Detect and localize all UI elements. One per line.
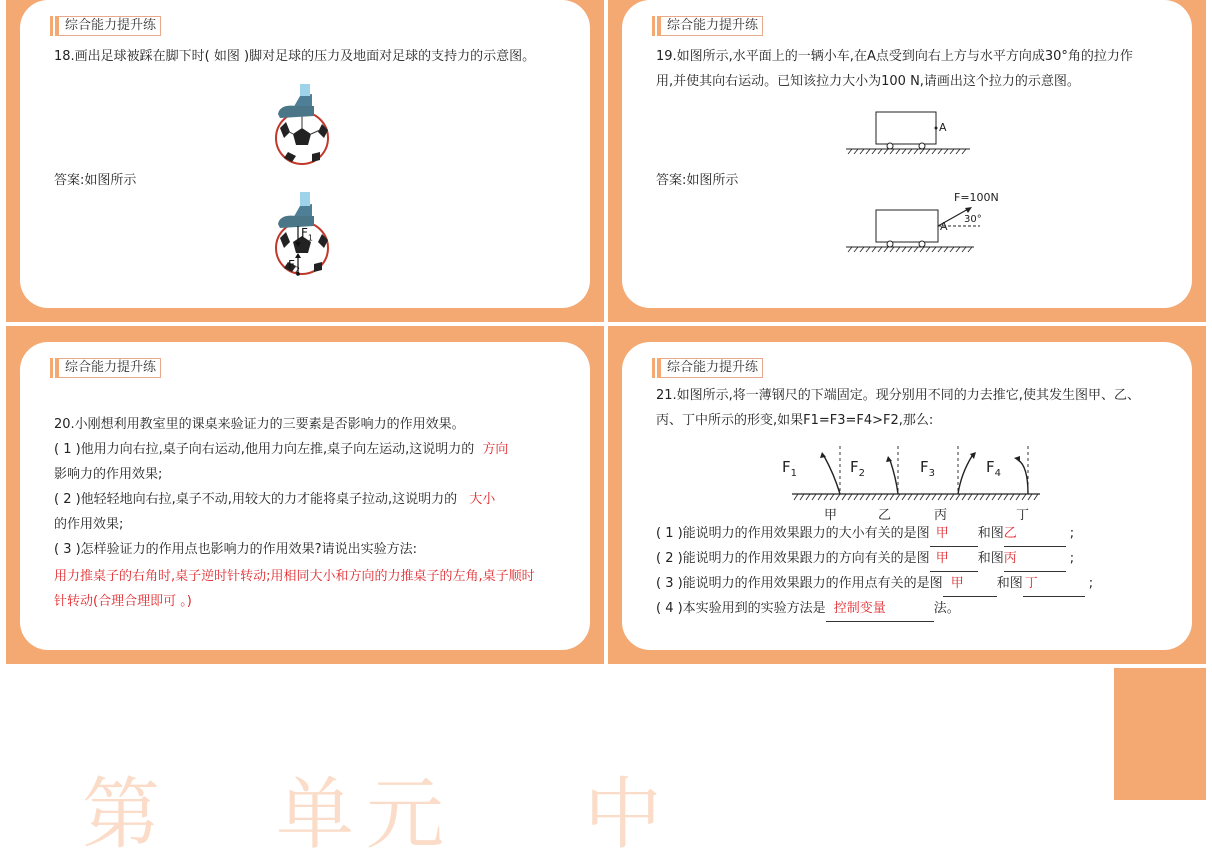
sub-question-4-prefix: ( 4 )本实验用到的实验方法是	[656, 601, 826, 616]
watermark-char-1: 第	[82, 770, 161, 860]
sub-question-2-prefix: ( 2 )能说明力的作用效果跟力的方向有关的是图	[656, 551, 930, 566]
tag-label: 综合能力提升练	[59, 16, 161, 36]
tag-label: 综合能力提升练	[661, 16, 763, 36]
part-3-question: ( 3 )怎样验证力的作用点也影响力的作用效果?请说出实验方法:	[54, 542, 417, 557]
football-with-shoe-illustration	[270, 80, 340, 170]
card-q18	[20, 0, 590, 308]
steel-ruler-diagram	[786, 440, 1046, 504]
force-label-f3: $F_3$	[920, 458, 936, 479]
answer-text: 答案:如图所示	[656, 173, 739, 188]
question-line-1: 19.如图所示,水平面上的一辆小车,在A点受到向右上方与水平方向成30°角的拉力作	[656, 49, 1133, 64]
force-value-label: F=100N	[954, 191, 999, 204]
watermark-char-4: 中	[584, 770, 663, 860]
tag-bars	[652, 16, 661, 36]
question-text: 18.画出足球被踩在脚下时( 如图 )脚对足球的压力及地面对足球的支持力的示意图。	[54, 49, 536, 64]
tag-bars	[50, 16, 59, 36]
force-f1-label: $F_1$	[301, 226, 313, 243]
part-2-tail: 的作用效果;	[54, 517, 124, 532]
sub-question-3-mid: 和图	[996, 576, 1023, 591]
question-line-2: 丙、丁中所示的形变,如果F1=F3=F4>F2,那么:	[656, 413, 934, 428]
sub-question-3-answer-b: 丁	[1024, 576, 1038, 591]
question-intro: 20.小刚想利用教室里的课桌来验证力的三要素是否影响力的作用效果。	[54, 417, 465, 432]
tag-label: 综合能力提升练	[59, 358, 161, 378]
sub-question-2-answer-a: 甲	[935, 551, 949, 566]
part-2-prefix: ( 2 )他轻轻地向右拉,桌子不动,用较大的力才能将桌子拉动,这说明力的	[54, 492, 458, 507]
sub-question-1-mid: 和图	[977, 526, 1004, 541]
sub-question-1-answer-b: 乙	[1003, 526, 1017, 541]
sub-question-3-prefix: ( 3 )能说明力的作用效果跟力的作用点有关的是图	[656, 576, 943, 591]
watermark-char-2: 单	[276, 770, 355, 860]
sub-question-1-prefix: ( 1 )能说明力的作用效果跟力的大小有关的是图	[656, 526, 930, 541]
sub-question-2-answer-b: 丙	[1003, 551, 1017, 566]
sub-question-2	[656, 547, 1074, 572]
sub-question-4	[656, 597, 960, 622]
tag-bars	[50, 358, 59, 378]
sub-question-2-end: ;	[1069, 551, 1075, 566]
sub-question-3	[656, 572, 1093, 597]
panel-label-bing: 丙	[934, 508, 948, 523]
slide-q18	[6, 0, 604, 322]
force-label-f1: $F_1$	[782, 458, 798, 479]
slide-q19	[608, 0, 1206, 322]
force-f2-label: $F_2$	[288, 258, 300, 275]
card-q21	[622, 342, 1192, 650]
part-2-text	[54, 488, 495, 512]
card-q20	[20, 342, 590, 650]
angle-label: 30°	[964, 214, 982, 225]
question-line-1: 21.如图所示,将一薄钢尺的下端固定。现分别用不同的力去推它,使其发生图甲、乙、	[656, 388, 1140, 403]
part-1-prefix: ( 1 )他用力向右拉,桌子向右运动,他用力向左推,桌子向左运动,这说明力的	[54, 442, 475, 457]
section-tag	[652, 358, 763, 378]
force-label-f2: $F_2$	[850, 458, 866, 479]
tag-bars	[652, 358, 661, 378]
sub-question-3-answer-a: 甲	[950, 576, 964, 591]
panel-label-yi: 乙	[878, 508, 892, 523]
tag-label: 综合能力提升练	[661, 358, 763, 378]
cart-diagram	[842, 108, 972, 158]
section-tag	[50, 358, 161, 378]
sub-question-4-answer: 控制变量	[833, 601, 886, 616]
card-q19	[622, 0, 1192, 308]
next-slide-preview	[6, 668, 1206, 860]
part-2-answer: 大小	[469, 492, 496, 507]
answer-text: 答案:如图所示	[54, 173, 137, 188]
slide-q21	[608, 326, 1206, 664]
watermark-char-3: 元	[366, 770, 445, 860]
side-accent-bar	[1114, 668, 1206, 800]
part-3-answer-line-1: 用力推桌子的右角时,桌子逆时针转动;用相同大小和方向的力推桌子的左角,桌子顺时	[54, 569, 535, 584]
sub-question-3-end: ;	[1088, 576, 1094, 591]
section-tag	[50, 16, 161, 36]
sub-question-2-mid: 和图	[977, 551, 1004, 566]
part-1-text	[54, 438, 508, 462]
sub-question-1-answer-a: 甲	[935, 526, 949, 541]
sub-question-4-end: 法。	[933, 601, 960, 616]
sub-question-1-end: ;	[1069, 526, 1075, 541]
panel-label-ding: 丁	[1016, 508, 1030, 523]
sub-question-1	[656, 522, 1074, 547]
point-a-label: A	[940, 220, 948, 233]
point-a-label: A	[939, 121, 947, 134]
part-1-tail: 影响力的作用效果;	[54, 467, 163, 482]
force-label-f4: $F_4$	[986, 458, 1002, 479]
section-tag	[652, 16, 763, 36]
part-1-answer: 方向	[482, 442, 509, 457]
part-3-answer-line-2: 针转动(合理合理即可 。)	[54, 594, 192, 609]
slide-q20	[6, 326, 604, 664]
panel-label-jia: 甲	[824, 508, 838, 523]
question-line-2: 用,并使其向右运动。已知该拉力大小为100 N,请画出这个拉力的示意图。	[656, 74, 1080, 89]
